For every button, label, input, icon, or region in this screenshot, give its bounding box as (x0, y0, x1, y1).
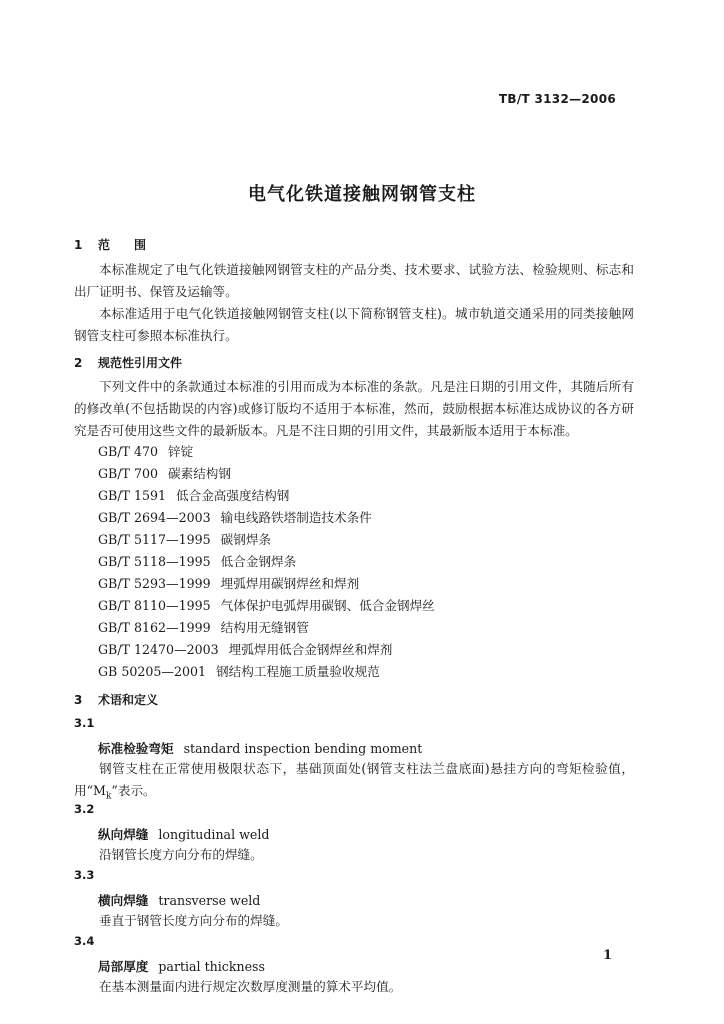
term-entry (98, 824, 269, 843)
term-english: longitudinal weld (158, 827, 270, 842)
section-2-heading (74, 354, 182, 371)
clause-number: 3.4 (74, 934, 95, 948)
reference-title: 碳素结构钢 (168, 466, 231, 481)
reference-item (98, 551, 296, 570)
reference-item (98, 617, 309, 636)
term-english: standard inspection bending moment (183, 741, 423, 756)
clause-number: 3.2 (74, 802, 95, 816)
reference-item (98, 463, 231, 482)
reference-code: GB/T 8110—1995 (98, 598, 211, 613)
term-definition: 在基本测量面内进行规定次数厚度测量的算术平均值。 (99, 979, 402, 994)
section-number: 3 (74, 693, 83, 707)
reference-code: GB/T 1591 (98, 488, 167, 503)
reference-code: GB/T 5293—1999 (98, 576, 211, 591)
page-number: 1 (602, 948, 612, 963)
reference-item (98, 595, 435, 614)
reference-title: 钢结构工程施工质量验收规范 (216, 664, 380, 679)
reference-code: GB 50205—2001 (98, 664, 207, 679)
term-definition (74, 758, 634, 808)
reference-title: 碳钢焊条 (220, 532, 272, 547)
term-entry (98, 890, 260, 909)
section-title: 范 围 (98, 238, 147, 252)
section-2-intro: 下列文件中的条款通过本标准的引用而成为本标准的条款。凡是注日期的引用文件，其随后所有的修改单(不包括勘误的内容)或修订版均不适用于本标准，然而，鼓励根据本标准达成协议的各方研究是否可使用这些文件的最新版本。凡是不注日期的引用文件，其最新版本适用于本标准。 (74, 379, 634, 438)
reference-item (98, 441, 193, 460)
reference-code: GB/T 12470—2003 (98, 642, 219, 657)
reference-title: 埋弧焊用碳钢焊丝和焊剂 (220, 576, 360, 591)
term-entry (98, 738, 422, 757)
term-definition: 垂直于钢管长度方向分布的焊缝。 (99, 913, 288, 928)
standard-code: TB/T 3132—2006 (498, 92, 616, 106)
term-entry (98, 956, 265, 975)
reference-item (98, 661, 380, 680)
reference-code: GB/T 5117—1995 (98, 532, 211, 547)
clause-number: 3.1 (74, 716, 95, 730)
definition-text: 钢管支柱在正常使用极限状态下，基础顶面处(钢管支柱法兰盘底面)悬挂方向的弯矩检验值，用“M (74, 761, 634, 798)
section-1-heading (74, 236, 146, 253)
reference-title: 锌锭 (168, 444, 194, 459)
reference-title: 埋弧焊用低合金钢焊丝和焊剂 (228, 642, 393, 657)
clause-number: 3.3 (74, 868, 95, 882)
section-number: 1 (74, 238, 83, 252)
section-title: 术语和定义 (98, 693, 159, 707)
definition-text: ”表示。 (111, 783, 156, 798)
term-english: transverse weld (158, 893, 261, 908)
term-english: partial thickness (158, 959, 265, 974)
reference-title: 结构用无缝钢管 (220, 620, 309, 635)
reference-title: 低合金高强度结构钢 (176, 488, 290, 503)
reference-title: 输电线路铁塔制造技术条件 (220, 510, 372, 525)
reference-title: 气体保护电弧焊用碳钢、低合金钢焊丝 (220, 598, 435, 613)
term-chinese: 纵向焊缝 (98, 827, 149, 842)
reference-code: GB/T 2694—2003 (98, 510, 211, 525)
reference-item (98, 529, 271, 548)
reference-item (98, 507, 372, 526)
term-chinese: 标准检验弯矩 (98, 741, 174, 756)
reference-item (98, 573, 359, 592)
term-definition: 沿钢管长度方向分布的焊缝。 (99, 847, 263, 862)
reference-code: GB/T 470 (98, 444, 158, 459)
section-3-heading (74, 691, 158, 708)
section-1-paragraph-2: 本标准适用于电气化铁道接触网钢管支柱(以下简称钢管支柱)。城市轨道交通采用的同类接触网钢管支柱可参照本标准执行。 (74, 306, 634, 343)
reference-title: 低合金钢焊条 (220, 554, 297, 569)
subscript-k: k (105, 791, 112, 802)
section-number: 2 (74, 356, 83, 370)
reference-code: GB/T 5118—1995 (98, 554, 211, 569)
reference-code: GB/T 700 (98, 466, 158, 481)
document-title: 电气化铁道接触网钢管支柱 (248, 184, 476, 205)
term-chinese: 局部厚度 (98, 959, 149, 974)
section-1-paragraph-1: 本标准规定了电气化铁道接触网钢管支柱的产品分类、技术要求、试验方法、检验规则、标志和出厂证明书、保管及运输等。 (74, 262, 634, 299)
reference-item (98, 485, 289, 504)
reference-code: GB/T 8162—1999 (98, 620, 211, 635)
term-chinese: 横向焊缝 (98, 893, 149, 908)
reference-item (98, 639, 392, 658)
section-title: 规范性引用文件 (98, 356, 183, 370)
